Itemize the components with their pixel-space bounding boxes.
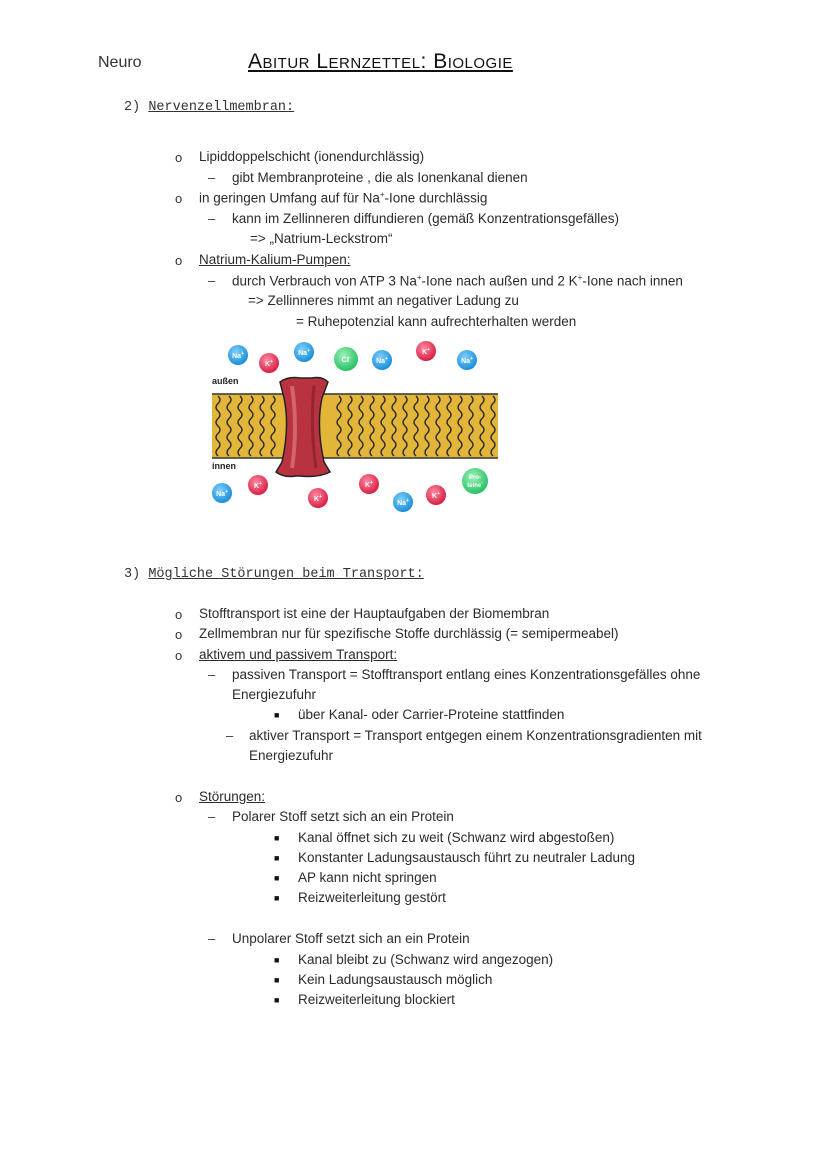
dash-bullet: – [208, 809, 216, 824]
list-item: Störungen: [199, 789, 266, 804]
list-item: AP kann nicht springen [298, 870, 437, 885]
list-item: über Kanal- oder Carrier-Proteine stattfinden [298, 707, 565, 722]
inside-label: innen [212, 461, 236, 471]
dash-bullet: – [208, 211, 216, 226]
list-item: => Zellinneres nimmt an negativer Ladung zu [248, 293, 519, 308]
list-item: = Ruhepotenzial kann aufrechterhalten werden [296, 314, 577, 329]
square-bullet: ■ [274, 833, 280, 843]
potassium-ion [259, 353, 279, 373]
page-title: Abitur Lernzettel: Biologie [248, 50, 513, 73]
dash-bullet: – [208, 667, 216, 682]
svg-text:Na+: Na+ [232, 351, 244, 360]
list-item: Konstanter Ladungsaustausch führt zu neutraler Ladung [298, 850, 635, 865]
list-item: passiven Transport = Stofftransport entlang eines Konzentrationsgefälles ohne [232, 667, 701, 682]
list-item: durch Verbrauch von ATP 3 Na+-Ione nach außen und 2 K+-Ione nach innen [232, 273, 683, 289]
svg-text:K+: K+ [365, 480, 373, 489]
list-item: Polarer Stoff setzt sich an ein Protein [232, 809, 454, 824]
square-bullet: ■ [274, 853, 280, 863]
potassium-ion [308, 488, 328, 508]
circle-bullet: o [175, 648, 183, 663]
svg-text:Na+: Na+ [298, 348, 310, 357]
section-number: 3) [124, 567, 141, 582]
list-item: kann im Zellinneren diffundieren (gemäß Konzentrationsgefälles) [232, 211, 619, 226]
svg-text:teine-: teine- [467, 480, 483, 489]
lipid-bilayer [212, 394, 498, 458]
list-item: Lipiddoppelschicht (ionendurchlässig) [199, 149, 425, 164]
circle-bullet: o [175, 607, 183, 622]
svg-text:Na+: Na+ [461, 356, 473, 365]
square-bullet: ■ [274, 995, 280, 1005]
section-2-heading [124, 100, 294, 115]
list-item: aktiver Transport = Transport entgegen einem Konzentrationsgradienten mit [249, 728, 702, 743]
square-bullet: ■ [274, 710, 280, 720]
sodium-ion [228, 345, 248, 365]
square-bullet: ■ [274, 893, 280, 903]
list-item: Unpolarer Stoff setzt sich an ein Protein [232, 931, 470, 946]
section-title: Nervenzellmembran: [148, 100, 295, 115]
circle-bullet: o [175, 191, 183, 206]
sodium-ion [457, 350, 477, 370]
svg-text:Na+: Na+ [216, 489, 228, 498]
square-bullet: ■ [274, 975, 280, 985]
potassium-ion [416, 341, 436, 361]
potassium-ion [359, 474, 379, 494]
square-bullet: ■ [274, 955, 280, 965]
svg-text:Cl-: Cl- [341, 355, 351, 364]
list-item: in geringen Umfang auf für Na+-Ione durchlässig [199, 190, 488, 206]
potassium-ion [248, 475, 268, 495]
list-item: aktivem und passivem Transport: [199, 647, 398, 662]
list-item: Reizweiterleitung gestört [298, 890, 446, 905]
svg-text:K+: K+ [422, 347, 430, 356]
svg-text:K+: K+ [265, 359, 273, 368]
dash-bullet: – [208, 273, 216, 288]
circle-bullet: o [175, 790, 183, 805]
sodium-ion [212, 483, 232, 503]
svg-text:Na+: Na+ [376, 356, 388, 365]
protein-molecule [462, 468, 488, 494]
section-3-heading [124, 567, 424, 582]
sodium-ion [294, 342, 314, 362]
list-item: => „Natrium-Leckstrom“ [250, 231, 393, 246]
list-item: Reizweiterleitung blockiert [298, 992, 455, 1007]
membrane-diagram [196, 338, 506, 518]
svg-text:K+: K+ [254, 481, 262, 490]
section-number: 2) [124, 100, 141, 115]
list-item: Energiezufuhr [249, 748, 334, 763]
svg-text:K+: K+ [314, 494, 322, 503]
chloride-ion [334, 347, 358, 371]
sodium-ion [372, 350, 392, 370]
list-item: gibt Membranproteine , die als Ionenkanal dienen [232, 170, 528, 185]
list-item: Kanal bleibt zu (Schwanz wird angezogen) [298, 952, 554, 967]
circle-bullet: o [175, 627, 183, 642]
dash-bullet: – [208, 931, 216, 946]
dash-bullet: – [226, 728, 234, 743]
svg-text:K+: K+ [432, 491, 440, 500]
svg-text:Pro-: Pro- [469, 475, 481, 481]
section-title: Mögliche Störungen beim Transport: [148, 567, 424, 582]
list-item: Natrium-Kalium-Pumpen: [199, 252, 351, 267]
potassium-ion [426, 485, 446, 505]
list-item: Stofftransport ist eine der Hauptaufgaben der Biomembran [199, 606, 550, 621]
svg-text:Na+: Na+ [397, 498, 409, 507]
square-bullet: ■ [274, 873, 280, 883]
outside-label: außen [212, 376, 239, 386]
list-item: Kein Ladungsaustausch möglich [298, 972, 493, 987]
circle-bullet: o [175, 253, 183, 268]
list-item: Energiezufuhr [232, 687, 317, 702]
circle-bullet: o [175, 150, 183, 165]
dash-bullet: – [208, 170, 216, 185]
subject-label: Neuro [98, 54, 142, 71]
list-item: Kanal öffnet sich zu weit (Schwanz wird abgestoßen) [298, 830, 615, 845]
list-item: Zellmembran nur für spezifische Stoffe durchlässig (= semipermeabel) [199, 626, 619, 641]
sodium-ion [393, 492, 413, 512]
